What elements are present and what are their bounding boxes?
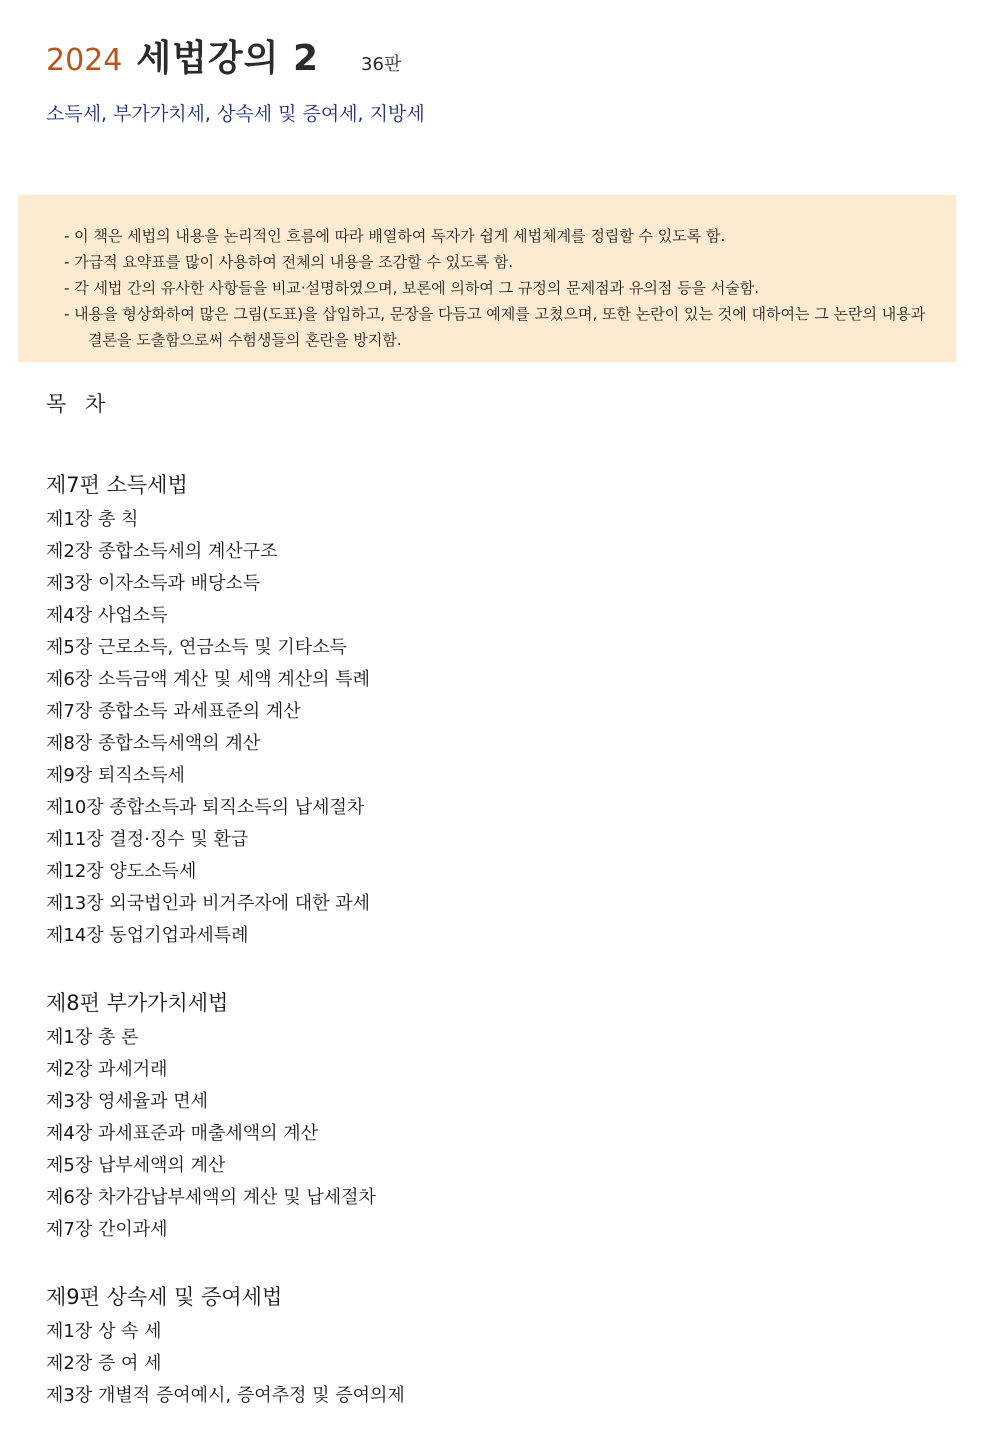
toc-chapter: 제9장 퇴직소득세 [46,765,185,786]
summary-line: - 가급적 요약표를 많이 사용하여 전체의 내용을 조감할 수 있도록 함. [64,253,514,271]
toc-chapter: 제7장 간이과세 [46,1219,168,1240]
summary-line: - 각 세법 간의 유사한 사항들을 비교·설명하였으며, 보론에 의하여 그 규정의 문제점과 유의점 등을 서술함. [64,279,760,297]
toc-part [46,468,952,952]
book-title: 세법강의 2 [136,38,320,79]
book-subtitle: 소득세, 부가가치세, 상속세 및 증여세, 지방세 [46,103,425,125]
book-edition: 36판 [361,54,402,75]
toc-parts [46,468,952,1412]
toc-part-title: 제9편 상속세 및 증여세법 [46,1285,283,1309]
toc-chapter: 제8장 종합소득세액의 계산 [46,733,261,754]
toc-chapter: 제14장 동업기업과세특례 [46,925,249,946]
toc-chapter: 제1장 상 속 세 [46,1321,162,1342]
toc-chapter: 제6장 차가감납부세액의 계산 및 납세절차 [46,1187,376,1208]
toc-chapter: 제3장 이자소득과 배당소득 [46,573,261,594]
toc-chapter: 제1장 총 칙 [46,509,139,530]
book-summary-box [18,195,956,362]
toc-chapter: 제11장 결정·징수 및 환급 [46,829,249,850]
toc-heading: 목 차 [46,392,112,416]
title-row [46,30,425,81]
book-header [46,30,425,126]
toc-part-title: 제7편 소득세법 [46,473,188,497]
toc-chapter: 제4장 사업소득 [46,605,168,626]
summary-line: - 이 책은 세법의 내용을 논리적인 흐름에 따라 배열하여 독자가 쉽게 세법체계를 정립할 수 있도록 함. [64,227,726,245]
summary-line: - 내용을 형상화하여 많은 그림(도표)을 삽입하고, 문장을 다듬고 예제를 고쳤으며, 또한 논란이 있는 것에 대하여는 그 논란의 내용과 결론을 도출함으로써 수험생들의 혼란을 방지함. [64,305,926,349]
toc-chapter: 제4장 과세표준과 매출세액의 계산 [46,1123,319,1144]
toc-chapter: 제1장 총 론 [46,1027,139,1048]
toc-chapter: 제5장 근로소득, 연금소득 및 기타소득 [46,637,347,658]
toc-chapter: 제3장 개별적 증여예시, 증여추정 및 증여의제 [46,1385,405,1406]
toc-chapter: 제2장 종합소득세의 계산구조 [46,541,278,562]
toc-chapter: 제3장 영세율과 면세 [46,1091,208,1112]
book-year: 2024 [46,43,123,78]
toc-chapter: 제2장 과세거래 [46,1059,168,1080]
table-of-contents [46,388,952,1446]
toc-part-title: 제8편 부가가치세법 [46,991,229,1015]
toc-chapter: 제2장 증 여 세 [46,1353,162,1374]
toc-chapter: 제10장 종합소득과 퇴직소득의 납세절차 [46,797,365,818]
toc-chapter: 제12장 양도소득세 [46,861,197,882]
toc-part [46,1280,952,1412]
toc-part [46,986,952,1246]
toc-chapter: 제7장 종합소득 과세표준의 계산 [46,701,301,722]
toc-chapter: 제6장 소득금액 계산 및 세액 계산의 특례 [46,669,370,690]
toc-chapter: 제5장 납부세액의 계산 [46,1155,226,1176]
toc-chapter: 제13장 외국법인과 비거주자에 대한 과세 [46,893,370,914]
